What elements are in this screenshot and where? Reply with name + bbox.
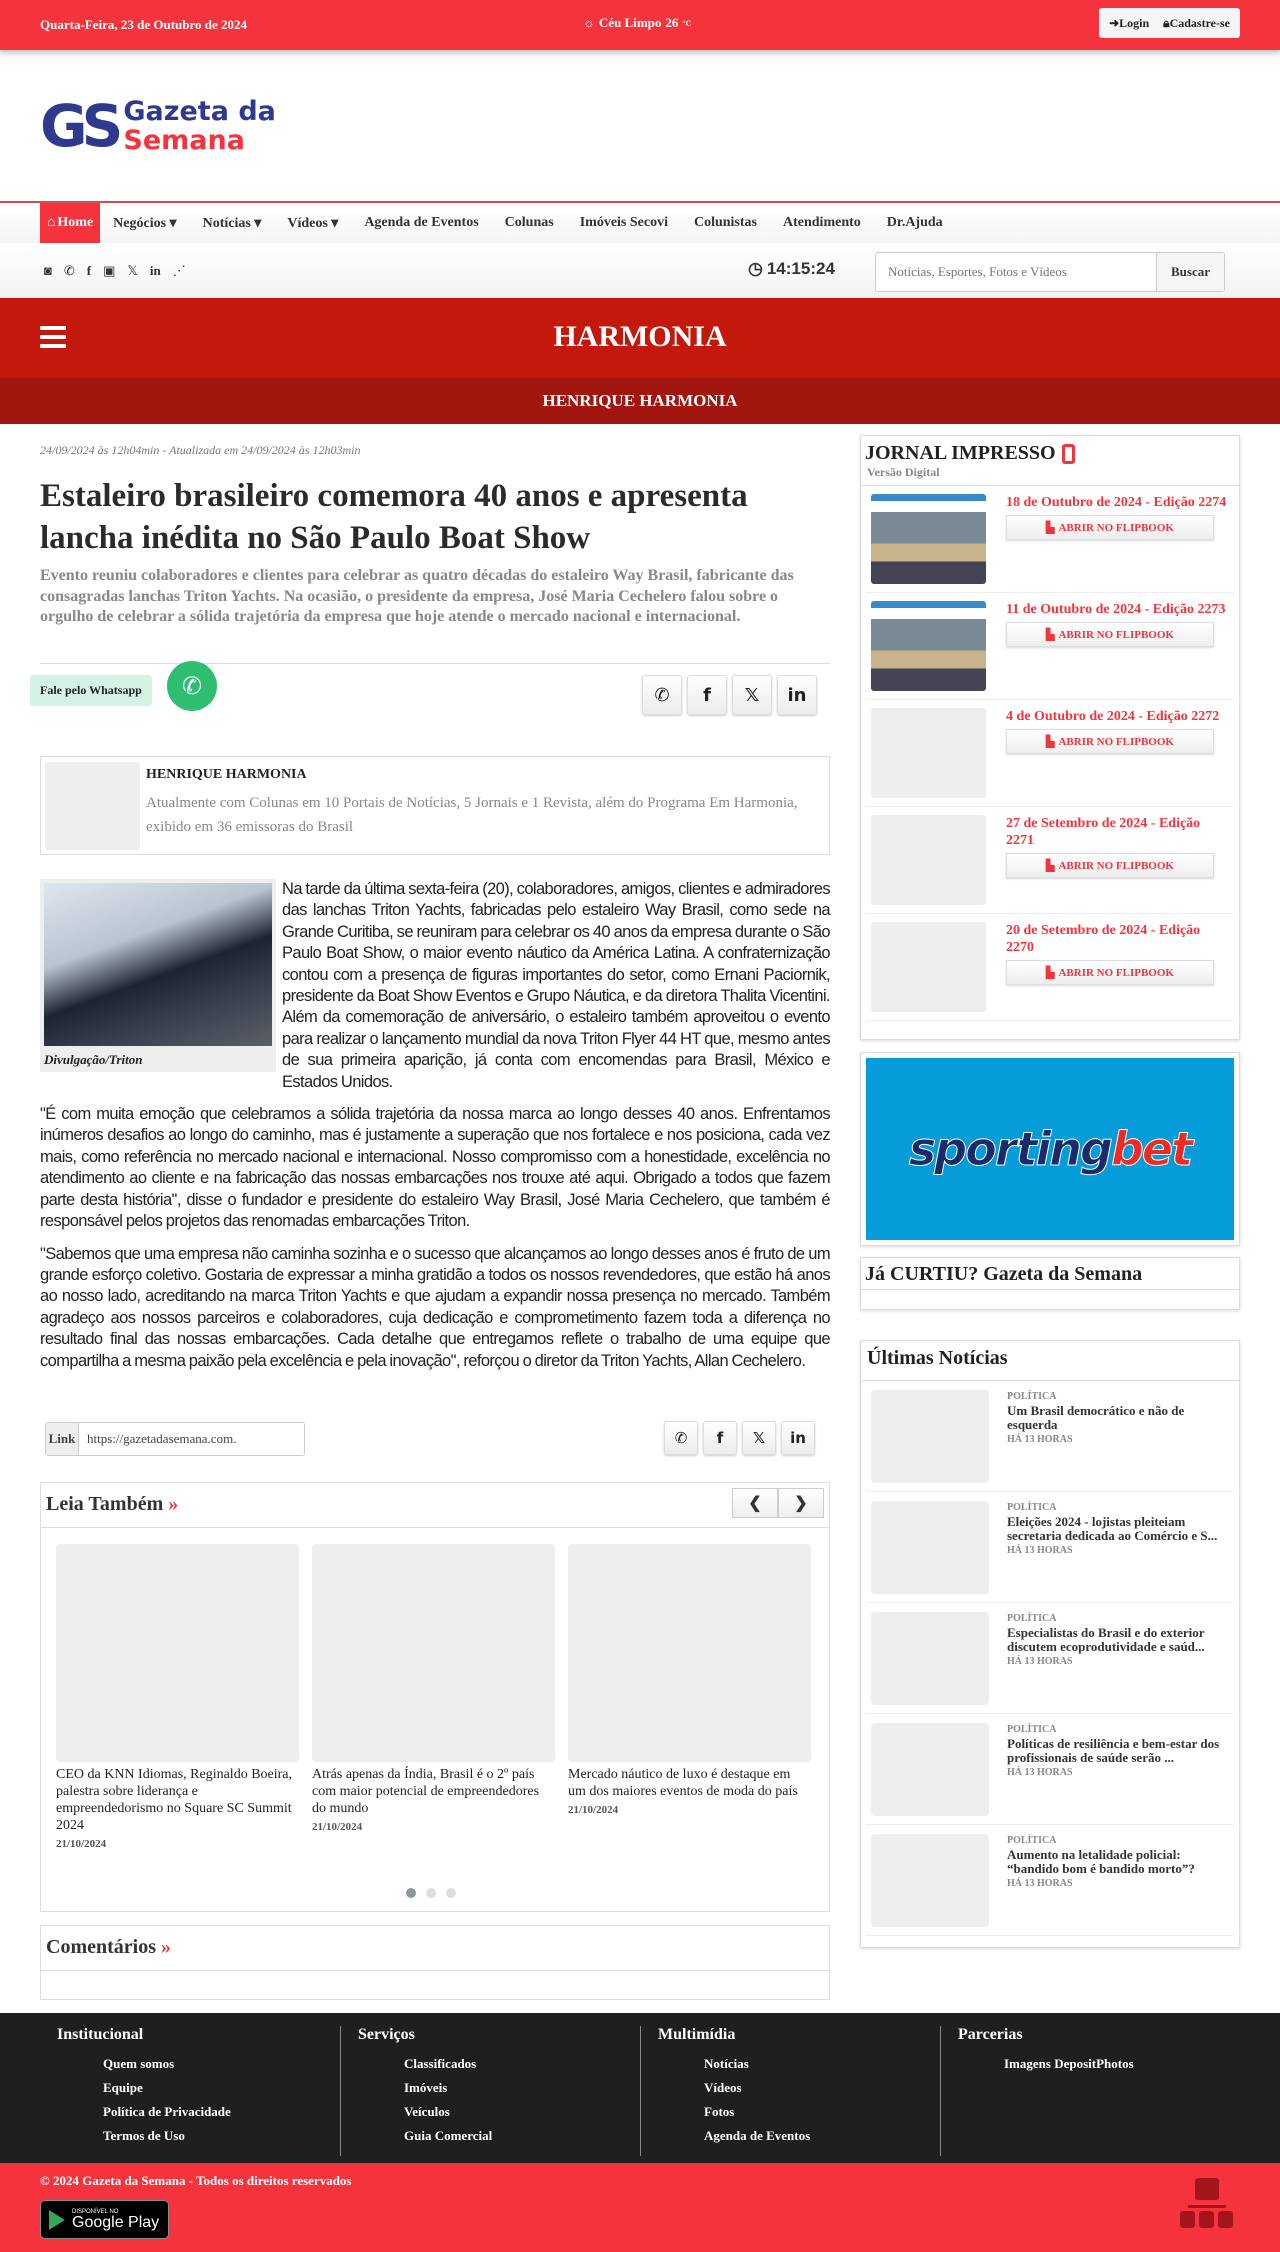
login-label: Login <box>1119 15 1150 30</box>
ad-text: sporting <box>908 1122 1111 1176</box>
nav-item-7[interactable] <box>681 203 770 243</box>
permalink-input[interactable] <box>79 1423 304 1455</box>
related-card[interactable] <box>56 1544 299 1850</box>
news-title[interactable]: Aumento na letalidade policial: “bandido bom é bandido morto”? <box>1007 1847 1195 1876</box>
footer-bottom <box>0 2163 1280 2252</box>
auth-buttons <box>1099 8 1240 38</box>
widget-subtitle: Versão Digital <box>867 465 940 479</box>
file-icon: ▙ <box>1046 860 1055 872</box>
clock-time: 14:15:24 <box>766 259 835 278</box>
related-title: Leia Também <box>46 1493 164 1515</box>
related-card-date: 21/10/2024 <box>312 1821 363 1833</box>
footer-link[interactable]: Agenda de Eventos <box>704 2128 811 2143</box>
author-photo <box>45 762 140 850</box>
related-card-title[interactable]: CEO da KNN Idiomas, Reginaldo Boeira, palestra sobre liderança e empreendedorismo no Square SC Summit 2024 <box>56 1767 293 1833</box>
edition-title[interactable]: 18 de Outubro de 2024 - Edição 2274 <box>1006 495 1227 510</box>
footer-column <box>640 2026 940 2156</box>
whatsapp-icon[interactable]: ✆ <box>63 263 75 278</box>
instagram-icon[interactable]: ◙ <box>44 263 52 278</box>
news-title[interactable]: Um Brasil democrático e não de esquerda <box>1007 1403 1185 1432</box>
nav-item-9[interactable] <box>874 203 956 243</box>
edition-cover[interactable] <box>871 922 986 1012</box>
latest-news-item[interactable] <box>866 1825 1234 1936</box>
edition-title[interactable]: 11 de Outubro de 2024 - Edição 2273 <box>1006 602 1226 617</box>
widget-title: Já CURTIU? Gazeta da Semana <box>861 1258 1239 1290</box>
latest-news-item[interactable] <box>866 1381 1234 1492</box>
copyright: © 2024 Gazeta da Semana - Todos os direitos reservados <box>40 2173 352 2188</box>
file-icon: ▙ <box>1046 967 1055 979</box>
edition-title[interactable]: 4 de Outubro de 2024 - Edição 2272 <box>1006 709 1220 724</box>
clock-icon: ◷ <box>748 259 763 278</box>
news-category: POLÍTICA <box>1007 1502 1057 1513</box>
sportingbet-banner <box>866 1058 1234 1240</box>
article-subtitle: Evento reuniu colaboradores e clientes para celebrar as quatro décadas do estaleiro Way Brasil, fabricante das consagradas lanchas Triton Yachts. Na ocasião, o presidente da empresa, José Maria Cechelero falou sobre o orgulho de celebrar a sólida trajetória da empresa que hoje atende o mercado nacional e internacional. <box>40 567 794 625</box>
logo-mark: GS <box>40 92 118 160</box>
article-body <box>40 879 830 1383</box>
carousel-dot[interactable] <box>446 1888 456 1898</box>
signup-label: Cadastre-se <box>1169 15 1230 30</box>
temp-unit: °C <box>682 18 692 28</box>
edition-item <box>866 914 1234 1021</box>
share-buttons-bottom <box>664 1421 815 1455</box>
section-title: HARMONIA <box>553 320 727 353</box>
edition-title[interactable]: 27 de Setembro de 2024 - Edição 2271 <box>1006 816 1201 848</box>
footer-link[interactable]: Fotos <box>704 2104 735 2119</box>
edition-title[interactable]: 20 de Setembro de 2024 - Edição 2270 <box>1006 923 1201 955</box>
photo-caption: Divulgação/Triton <box>44 1052 143 1067</box>
news-thumbnail[interactable] <box>871 1723 989 1816</box>
permalink-field <box>45 1422 305 1456</box>
latest-news-item[interactable] <box>866 1603 1234 1714</box>
button-label: ABRIR NO FLIPBOOK <box>1058 628 1174 641</box>
open-flipbook-button[interactable] <box>1006 622 1214 647</box>
article-meta: 24/09/2024 às 12h04min - Atualizada em 24/09/2024 às 12h03min <box>40 443 361 457</box>
paragraph: "Sabemos que uma empresa não caminha sozinha e o sucesso que alcançamos ao longo desses anos é fruto de um grande esforço coletivo. Gostaria de expressar a minha gratidão a todos os nossos revendedores, que estão há anos ao nosso lado, acreditando na marca Triton Yachts e que ajudam a expandir nossa presença no mercado. Também agradeço aos nossos parceiros e colaboradores, cuja dedicação e comprometimento fazem toda a diferença no resultado final das nossas embarcações. Cada detalhe que entregamos reflete o trabalho de uma equipe que compartilha a mesma paixão pela excelência e pela inovação", reforçou o diretor da Triton Yachts, Allan Cechelero. <box>40 1244 830 1370</box>
related-card-image[interactable] <box>56 1544 299 1762</box>
clock <box>748 259 835 279</box>
comments-header <box>41 1926 829 1971</box>
lock-icon: 🔒︎ <box>1163 15 1170 30</box>
related-card-title[interactable]: Mercado náutico de luxo é destaque em um dos maiores eventos de moda do país <box>568 1767 798 1799</box>
edition-cover[interactable] <box>871 494 986 584</box>
social-links <box>44 263 186 279</box>
news-time: HÁ 13 HORAS <box>1007 1878 1073 1889</box>
widget-title: JORNAL IMPRESSO <box>865 442 1056 464</box>
news-thumbnail[interactable] <box>871 1612 989 1705</box>
chevrons-icon: » <box>160 1936 171 1958</box>
footer-link[interactable]: Notícias <box>704 2056 749 2071</box>
carousel-controls <box>732 1488 824 1518</box>
news-time: HÁ 13 HORAS <box>1007 1656 1073 1667</box>
footer <box>0 2013 1280 2163</box>
x-icon[interactable]: 𝕏 <box>127 263 138 278</box>
latest-news-item[interactable] <box>866 1714 1234 1825</box>
share-x-button[interactable]: 𝕏 <box>732 675 772 715</box>
news-title[interactable]: Especialistas do Brasil e do exterior discutem ecoprodutividade e saúd... <box>1007 1625 1205 1654</box>
current-date: Quarta-Feira, 23 de Outubro de 2024 <box>40 17 248 32</box>
news-category: POLÍTICA <box>1007 1613 1057 1624</box>
column-title: HENRIQUE HARMONIA <box>0 378 1280 424</box>
gplay-big: Google Play <box>72 2213 160 2231</box>
site-logo[interactable] <box>40 92 276 160</box>
carousel-prev-button[interactable]: ❮ <box>732 1488 778 1518</box>
footer-link[interactable]: Guia Comercial <box>404 2128 493 2143</box>
nav-item-1[interactable] <box>100 203 189 243</box>
edition-item <box>866 807 1234 914</box>
edition-cover[interactable] <box>871 815 986 905</box>
footer-link[interactable]: Imagens DepositPhotos <box>1004 2056 1134 2071</box>
paragraph: "É com muita emoção que celebramos a sólida trajetória da nossa marca ao longo desses 40 anos. Enfrentamos inúmeros desafios ao longo do caminho, mas é justamente a superação que nos fortalece e nos posiciona, cada vez mais, como referência no mercado nacional e internacional. Nosso compromisso com a honestidade, excelência no atendimento ao cliente e na fabricação das nossas embarcações nos trouxe até aqui. Obrigado a todos que fazem parte desta história", disse o fundador e presidente do estaleiro Way Brasil, José Maria Cechelero, que também é responsável pelos projetos das renomadas embarcações Triton. <box>40 1105 830 1231</box>
nav-item-3[interactable] <box>274 203 351 243</box>
footer-link[interactable]: Quem somos <box>103 2056 175 2071</box>
login-button[interactable]: ➜Login <box>1109 15 1150 30</box>
news-category: POLÍTICA <box>1007 1835 1057 1846</box>
gplay-small: DISPONÍVEL NO <box>72 2208 119 2215</box>
share-buttons-top <box>642 675 817 715</box>
share-whatsapp-button[interactable]: ✆ <box>664 1421 698 1455</box>
social-like-widget <box>860 1257 1240 1310</box>
news-category: POLÍTICA <box>1007 1391 1057 1402</box>
linkedin-icon[interactable]: in <box>149 263 161 278</box>
whatsapp-contact-label[interactable]: Fale pelo Whatsapp <box>30 675 152 706</box>
news-thumbnail[interactable] <box>871 1390 989 1483</box>
latest-news-item[interactable] <box>866 1492 1234 1603</box>
weather <box>583 15 691 31</box>
nav-item-0[interactable] <box>40 203 100 243</box>
rss-icon[interactable]: ⋰ <box>172 263 186 278</box>
google-play-badge[interactable] <box>40 2200 169 2239</box>
article-photo[interactable] <box>44 883 272 1046</box>
nav-item-label: Vídeos ▾ <box>287 215 339 231</box>
file-icon: ▙ <box>1046 522 1055 534</box>
news-title[interactable]: Políticas de resiliência e bem-estar dos profissionais de saúde serão ... <box>1007 1736 1220 1765</box>
back-to-top-icon[interactable] <box>1178 2178 1236 2228</box>
top-bar <box>0 0 1280 50</box>
news-category: POLÍTICA <box>1007 1724 1057 1735</box>
article-figure <box>40 879 276 1072</box>
related-card[interactable] <box>568 1544 811 1850</box>
nav-item-label: Dr.Ajuda <box>886 215 943 230</box>
logo-line2: Semana <box>123 125 245 156</box>
footer-column-title: Parcerias <box>958 2026 1023 2043</box>
carousel-next-button[interactable]: ❯ <box>778 1488 824 1518</box>
footer-link[interactable]: Política de Privacidade <box>103 2104 231 2119</box>
ad-text: bet <box>1110 1122 1192 1176</box>
youtube-icon[interactable]: ▣ <box>103 263 116 278</box>
author-name[interactable]: HENRIQUE HARMONIA <box>146 767 307 782</box>
carousel-dot[interactable] <box>426 1888 436 1898</box>
nav-item-label: Colunas <box>504 215 554 230</box>
footer-column <box>40 2026 340 2156</box>
nav-item-8[interactable] <box>770 203 874 243</box>
news-time: HÁ 13 HORAS <box>1007 1767 1073 1778</box>
nav-item-label: Negócios ▾ <box>113 215 177 231</box>
related-card[interactable] <box>312 1544 555 1850</box>
comments-title: Comentários <box>46 1936 156 1958</box>
temperature: 26 <box>665 15 679 30</box>
nav-item-label: Agenda de Eventos <box>364 215 479 230</box>
share-linkedin-button[interactable]: in <box>781 1421 815 1455</box>
footer-link[interactable]: Veículos <box>404 2104 450 2119</box>
footer-column <box>940 2026 1240 2156</box>
latest-news-widget <box>860 1340 1240 1948</box>
search-button[interactable]: Buscar <box>1156 253 1224 291</box>
share-whatsapp-button[interactable]: ✆ <box>642 675 682 715</box>
button-label: ABRIR NO FLIPBOOK <box>1058 859 1174 872</box>
share-facebook-button[interactable]: f <box>703 1421 737 1455</box>
tablet-icon <box>1062 444 1075 464</box>
edition-item <box>866 700 1234 807</box>
footer-link[interactable]: Imóveis <box>404 2080 448 2095</box>
edition-cover[interactable] <box>871 601 986 691</box>
section-header <box>0 298 1280 378</box>
related-card-image[interactable] <box>312 1544 555 1762</box>
nav-item-label: Colunistas <box>693 215 757 230</box>
related-card-date: 21/10/2024 <box>568 1804 619 1816</box>
file-icon: ▙ <box>1046 629 1055 641</box>
related-card-image[interactable] <box>568 1544 811 1762</box>
open-flipbook-button[interactable] <box>1006 729 1214 754</box>
related-card-title[interactable]: Atrás apenas da Índia, Brasil é o 2º país com maior potencial de empreendedores do mundo <box>312 1767 540 1816</box>
chevrons-icon: » <box>168 1493 179 1515</box>
search-form <box>875 252 1225 292</box>
logo-line1: Gazeta da <box>123 96 276 127</box>
nav-item-4[interactable] <box>351 203 491 243</box>
signup-button[interactable] <box>1163 16 1230 31</box>
nav-item-6[interactable] <box>567 203 681 243</box>
print-edition-widget <box>860 435 1240 1040</box>
author-box <box>40 756 830 855</box>
widget-title: Últimas Notícias <box>861 1341 1239 1381</box>
home-icon: ⌂ <box>47 215 56 230</box>
edition-item <box>866 593 1234 700</box>
whatsapp-contact-button[interactable] <box>167 661 217 711</box>
utility-bar <box>0 243 1280 298</box>
whatsapp-icon: ✆ <box>181 673 203 700</box>
related-header <box>41 1483 829 1528</box>
share-facebook-button[interactable]: f <box>687 675 727 715</box>
file-icon: ▙ <box>1046 736 1055 748</box>
search-input[interactable] <box>876 253 1156 291</box>
button-label: ABRIR NO FLIPBOOK <box>1058 735 1174 748</box>
sun-icon: ☼ <box>583 15 595 30</box>
google-play-icon <box>49 2210 65 2230</box>
article-title: Estaleiro brasileiro comemora 40 anos e apresenta lancha inédita no São Paulo Boat Show <box>40 478 748 556</box>
edition-cover[interactable] <box>871 708 986 798</box>
carousel-dots <box>406 1888 456 1898</box>
carousel-dot[interactable] <box>406 1888 416 1898</box>
nav-item-label: Imóveis Secovi <box>579 215 668 230</box>
related-card-date: 21/10/2024 <box>56 1838 107 1850</box>
footer-link[interactable]: Classificados <box>404 2056 477 2071</box>
footer-column <box>340 2026 640 2156</box>
related-cards <box>56 1544 811 1850</box>
open-flipbook-button[interactable] <box>1006 853 1214 878</box>
button-label: ABRIR NO FLIPBOOK <box>1058 966 1174 979</box>
news-thumbnail[interactable] <box>871 1834 989 1927</box>
share-linkedin-button[interactable]: in <box>777 675 817 715</box>
footer-link[interactable]: Equipe <box>103 2080 143 2095</box>
footer-column-title: Multimídia <box>658 2026 736 2043</box>
nav-item-label: Home <box>57 215 94 230</box>
open-flipbook-button[interactable] <box>1006 515 1214 540</box>
main-nav <box>0 201 1280 243</box>
footer-link[interactable]: Vídeos <box>704 2080 742 2095</box>
open-flipbook-button[interactable] <box>1006 960 1214 985</box>
share-x-button[interactable]: 𝕏 <box>742 1421 776 1455</box>
news-title[interactable]: Eleições 2024 - lojistas pleiteiam secretaria dedicada ao Comércio e S... <box>1007 1514 1218 1543</box>
advertisement[interactable] <box>860 1052 1240 1246</box>
nav-item-label: Atendimento <box>783 215 861 230</box>
facebook-icon[interactable]: f <box>86 263 92 278</box>
related-articles <box>40 1482 830 1912</box>
edition-item <box>866 486 1234 593</box>
footer-link[interactable]: Termos de Uso <box>103 2128 185 2143</box>
paragraph: Na tarde da última sexta-feira (20), colaboradores, amigos, clientes e admiradores das lanchas Triton Yachts, fabricadas pelo estaleiro Way Brasil, como sede na Grande Curitiba, se reuniram para celebrar os 40 anos da empresa durante o São Paulo Boat Show, o maior evento náutico da América Latina. A confraternização contou com a presença de figuras importantes do setor, como Ernani Paciornik, presidente da Boat Show Eventos e Grupo Náutica, e da diretora Thalita Vicentini. Além da comemoração de aniversário, o estaleiro também aproveitou o evento para realizar o lançamento mundial da nova Triton Flyer 44 HT que, mesmo antes de sua primeira aparição, já conta com encomendas para Brasil, México e Estados Unidos. <box>282 880 830 1091</box>
nav-item-5[interactable] <box>492 203 567 243</box>
news-thumbnail[interactable] <box>871 1501 989 1594</box>
nav-item-2[interactable] <box>190 203 275 243</box>
weather-text: Céu Limpo <box>598 15 662 30</box>
footer-column-title: Serviços <box>358 2026 415 2043</box>
footer-column-title: Institucional <box>57 2026 144 2043</box>
nav-item-label: Notícias ▾ <box>202 215 262 231</box>
news-time: HÁ 13 HORAS <box>1007 1434 1073 1445</box>
author-bio: Atualmente com Colunas em 10 Portais de Notícias, 5 Jornais e 1 Revista, além do Programa Em Harmonia, exibido em 36 emissoras do Brasil <box>146 795 798 835</box>
news-time: HÁ 13 HORAS <box>1007 1545 1073 1556</box>
button-label: ABRIR NO FLIPBOOK <box>1058 521 1174 534</box>
comments-section <box>40 1925 830 2000</box>
link-label: Link <box>46 1423 79 1455</box>
divider <box>40 663 830 664</box>
